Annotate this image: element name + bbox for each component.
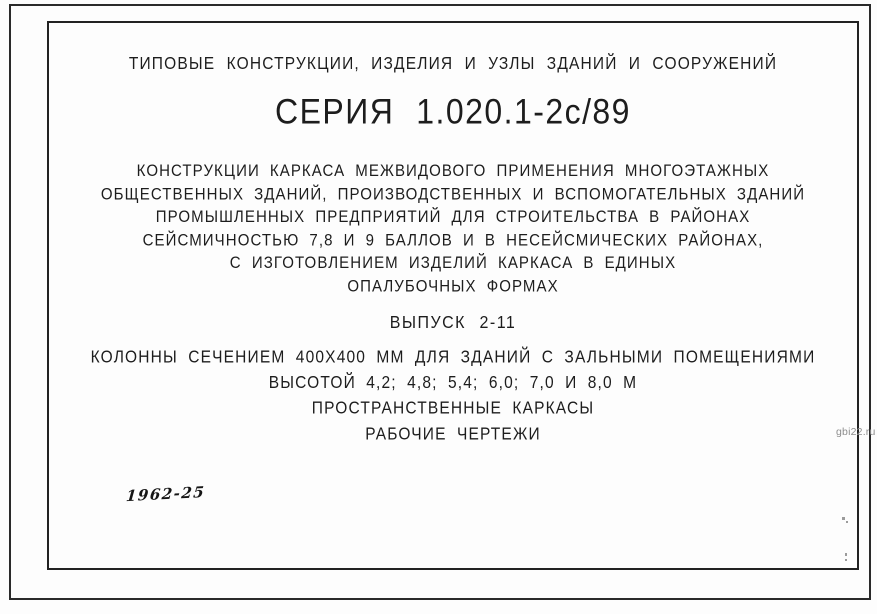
subject-line: КОЛОННЫ СЕЧЕНИЕМ 400Х400 ММ ДЛЯ ЗДАНИЙ С ЗАЛЬНЫМИ ПОМЕЩЕНИЯМИ [90,348,816,367]
watermark-text: gbi22.ru [836,426,876,438]
description-line: ПРОМЫШЛЕННЫХ ПРЕДПРИЯТИЙ ДЛЯ СТРОИТЕЛЬСТВА В РАЙОНАХ [155,208,751,227]
description-line: СЕЙСМИЧНОСТЬЮ 7,8 И 9 БАЛЛОВ И В НЕСЕЙСМИЧЕСКИХ РАЙОНАХ, [142,231,764,250]
scan-speck [845,553,847,556]
scan-speck [845,559,847,561]
description-paragraph [59,160,847,298]
description-line: ОПАЛУБОЧНЫХ ФОРМАХ [347,277,559,296]
scan-speck [842,517,845,520]
scan-speck [846,521,848,523]
subject-line: ПРОСТРАНСТВЕННЫЕ КАРКАСЫ [311,399,595,418]
subject-line: ВЫСОТОЙ 4,2; 4,8; 5,4; 6,0; 7,0 И 8,0 М [268,374,638,393]
subject-line: РАБОЧИЕ ЧЕРТЕЖИ [365,425,541,444]
description-line: КОНСТРУКЦИИ КАРКАСА МЕЖВИДОВОГО ПРИМЕНЕНИЯ МНОГОЭТАЖНЫХ [136,162,770,181]
description-line: С ИЗГОТОВЛЕНИЕМ ИЗДЕЛИЙ КАРКАСА В ЕДИНЫХ [229,254,677,273]
series-title: СЕРИЯ 1.020.1-2с/89 [275,91,631,132]
subject-block [59,345,847,448]
description-line: ОБЩЕСТВЕННЫХ ЗДАНИЙ, ПРОИЗВОДСТВЕННЫХ И ВСПОМОГАТЕЛЬНЫХ ЗДАНИЙ [100,185,806,204]
issue-number: ВЫПУСК 2-11 [389,313,517,333]
handwritten-inventory-number: 1962-25 [125,482,207,506]
document-category-header: ТИПОВЫЕ КОНСТРУКЦИИ, ИЗДЕЛИЯ И УЗЛЫ ЗДАНИЙ И СООРУЖЕНИЙ [128,55,778,74]
title-block [59,21,847,608]
